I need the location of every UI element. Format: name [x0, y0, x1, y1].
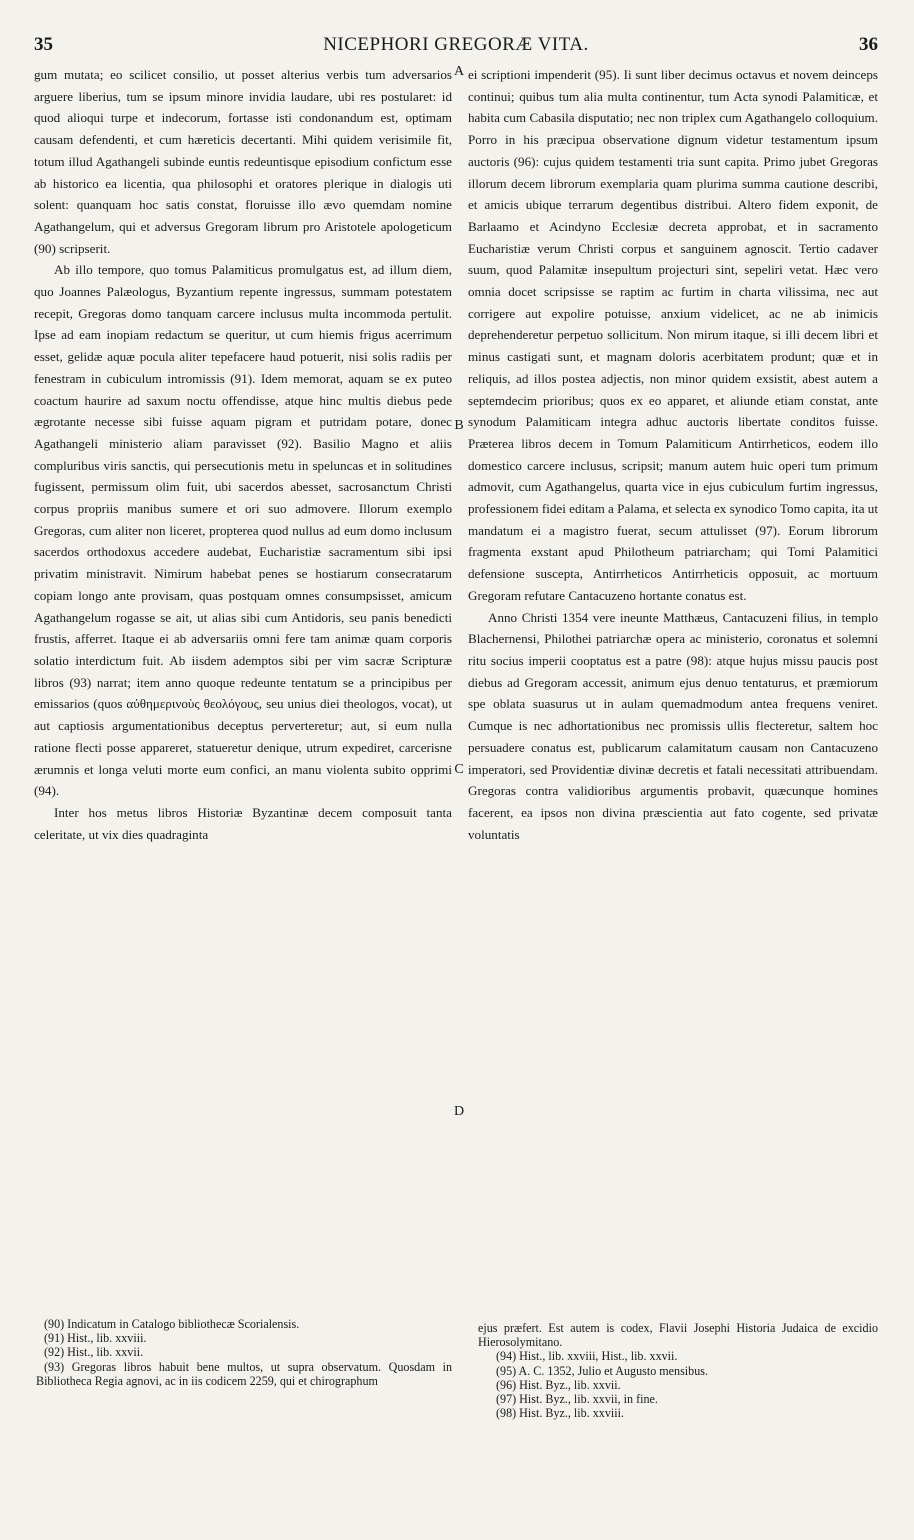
- footnotes-left: [36, 1317, 452, 1388]
- page-header: [34, 34, 878, 62]
- margin-marker-d: D: [453, 1104, 465, 1119]
- page-number-left: 35: [34, 34, 53, 55]
- footnote-continuation: ejus præfert. Est autem is codex, Flavii Josephi Historia Judaica de excidio Hierosolymitano.: [478, 1321, 878, 1350]
- paragraph: ei scriptioni impenderit (95). Ii sunt liber decimus octavus et novem deinceps continui; quibus tum alia multa continentur, tum Acta synodi Palamiticæ, et habita cum Cabasila disputatio; nec non triplex cum Agathangelo colloquium. Porro in his præcipua observatione dignum videtur testamentum ipsum auctoris (96): cujus quidem testamenti tria sunt capita. Primo jubet Gregoras illorum decem librorum exemplaria quam plurima summa cautione describi, et amicis ubique terrarum degentibus distribui. Altero fidem exponit, de Barlaamo et Acindyno Ecclesiæ decreta approbat, et in sacramento Eucharistiæ verum Christi corpus et sanguinem agnoscit. Tertio cadaver suum, quod Palamitæ insepultum projecturi sint, sepeliri vetat. Hæc vero omnia docet scripsisse se raptim ac furtim in charta vilissima, nec aut corrigere aut expolire potuisse, anxium videlicet, ac ne ab inimicis deprehenderetur perpetuo sollicitum. Non mirum itaque, si illi decem libri et minus castigati sunt, et magnam doloris acerbitatem produnt; quæ et in reliquis, ad illos postea adjectis, non minor quidem exsistit, abest autem a septemdecim prioribus; quos ex eo apparet, et aliunde etiam constat, ante synodum Palamiticam integra adhuc auctoris libertate conditos fuisse. Præterea libros decem in Tomum Palamiticum Antirrheticos, eodem illo domestico carcere inclusus, scripsit; manum autem huic operi tum primum admovit, cum Agathangelus, quarta vice in ejus cubiculum furtim ingressus, professionem fidei editam a Palama, et selecta ex synodico Tomo capita, ita ut mandatum ei a magistro fuerat, secum attulisset (97). Eorum librorum fragmenta exstant apud Philotheum patriarcham; qui Tomi Palamitici defensione suscepta, Antirrheticos Antirrheticis opposuit, ac mortuum Gregoram refutare Cantacuzeno hortante conatus est.: [468, 67, 878, 603]
- footnote: (92) Hist., lib. xxvii.: [44, 1345, 144, 1360]
- footnote: (91) Hist., lib. xxviii.: [44, 1331, 147, 1346]
- paragraph: gum mutata; eo scilicet consilio, ut posset alterius verbis tum adversarios arguere liberius, tum se ipsum minore invidia laudare, ubi res postularet: id quod alioqui turpe et indecorum, fortasse isti condonandum est, optimam causam defendenti, et cum hæreticis decertanti. Mihi quidem verisimile fit, totum illud Agathangeli subinde euntis redeuntisque episodium confictum esse ab historico ea licentia, qua philosophi et oratores plerique in dialogis uti solent: quanquam hoc satis constat, floruisse illo ævo quemdam nomine Agathangelum, qui et adversus Gregoram librum pro Aristotele apologeticum (90) scripserit.: [34, 67, 452, 256]
- paragraph: Inter hos metus libros Historiæ Byzantinæ decem composuit tanta celeritate, ut vix dies quadraginta: [34, 804, 452, 842]
- footnote: (94) Hist., lib. xxviii, Hist., lib. xxvii.: [496, 1349, 678, 1364]
- margin-marker-b: B: [454, 418, 464, 433]
- running-title: NICEPHORI GREGORÆ VITA.: [323, 34, 589, 55]
- footnotes-right: [478, 1321, 878, 1420]
- right-column: [468, 64, 878, 845]
- footnote: (96) Hist. Byz., lib. xxvii.: [496, 1377, 621, 1392]
- margin-marker-a: A: [453, 64, 465, 79]
- paragraph: Ab illo tempore, quo tomus Palamiticus promulgatus est, ad illum diem, quo Joannes Palæologus, Byzantium repente ingressus, summam potestatem recepit, Gregoras domo tanquam carcere inclusus multa incommoda pertulit. Ipse ad eam inopiam redactum se queritur, ut cum hiemis frigus acerrimum esset, gelidæ aquæ pocula aliter tepefacere haud potuerit, nisi solis radiis per fenestram in cubiculum intromissis (91). Idem memorat, aquam se ex puteo coactum haurire ad saxum noctu offendisse, atque hinc multis diebus pede ægrotante necesse sibi fuisse aquam pigram et putridam potare, donec Agathangeli ministerio aliam paravisset (92). Basilio Magno et aliis compluribus viris sanctis, qui persecutionis metu in speluncas et in solitudines fugissent, permissum olim fuit, ubi sacerdos abesset, sacrosanctum Christi corpus propriis manibus sumere et ori suo admovere. Illorum exemplo Gregoras, cum aliter non liceret, propterea quod nullus ad eum domo inclusum sacerdos orthodoxus accedere audebat, Eucharistiæ sacramentum sibi ipsi privatim ministravit. Nimirum habebat penes se hostiarum consecratarum copiam longo ante provisam, quas postquam omnes consumpsisset, amicum Agathangelum rogasse se ait, ut alias sibi cum Antidoris, seu panis benedicti frustis, afferret. Itaque ei ab adversariis omni fere tam animæ quam corporis solatio interdictum fuit. Ab iisdem ademptos sibi per vim sacræ Scripturæ libros (93) narrat; item anno quoque redeunte tentatum se a principibus per emissarios (quos αὐθημερινοὺς θεολόγους, seu unius diei theologos, vocat), ut aut captiosis argumentationibus deceptus perverteretur; aut, si eum nulla ratione flecti posse appareret, statueretur denique, utrum expediret, carcerisne ærumnis et longa veluti morte eum confici, an manu violenta subito opprimi (94).: [34, 262, 452, 799]
- footnote: (98) Hist. Byz., lib. xxviii.: [496, 1406, 624, 1421]
- footnote: (90) Indicatum in Catalogo bibliothecæ Scorialensis.: [44, 1317, 300, 1331]
- footnote: (95) A. C. 1352, Julio et Augusto mensibus.: [496, 1363, 708, 1378]
- page-number-right: 36: [859, 34, 878, 55]
- margin-marker-c: C: [454, 762, 464, 777]
- paragraph: Anno Christi 1354 vere ineunte Matthæus, Cantacuzeni filius, in templo Blachernensi, Philothei patriarchæ opera ac ministerio, coronatus et solemni ritu socius imperii cooptatus est a patre (98): atque hujus missu paucis post diebus ad Gregoram accessit, animum ejus denuo tentaturus, et præmiorum spe oblata suasurus ut in aulam quemadmodum antea frequens veniret. Cumque is nec adhortationibus nec promissis ullis flecteretur, saltem hoc persuadere conatus est, publicarum calamitatum causam non Cantacuzeno imperatori, sed Providentiæ divinæ decretis et fatali necessitati attribuendam. Gregoras contra validioribus argumentis probavit, quæcunque homines facerent, ea ipsos non divina præscientia aut fato cogente, sed privatæ voluntatis: [468, 609, 878, 842]
- footnote: (97) Hist. Byz., lib. xxvii, in fine.: [496, 1392, 658, 1407]
- left-column: [34, 64, 452, 845]
- footnote: (93) Gregoras libros habuit bene multos, ut supra observatum. Quosdam in Bibliotheca Regia agnovi, ac in iis codicem 2259, qui et chirographum: [36, 1359, 452, 1388]
